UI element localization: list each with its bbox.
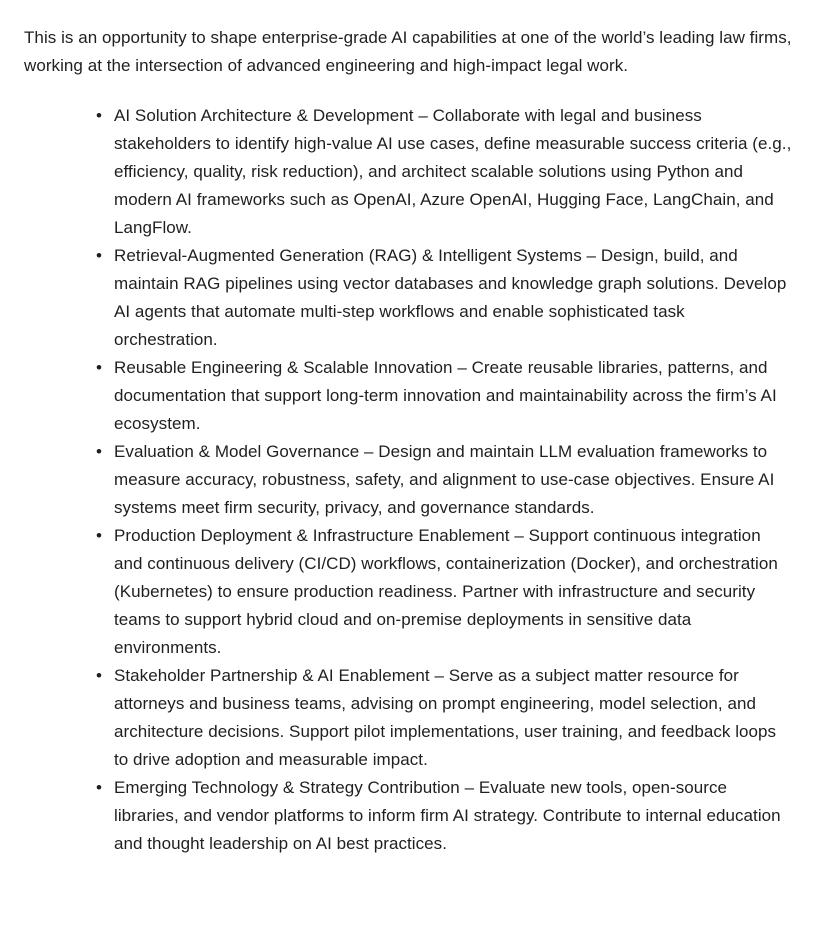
list-item-text: Production Deployment & Infrastructure Enablement – Support continuous integration and continuous delivery (CI/CD) workflows, containerization (Docker), and orchestration (Kubernetes) to ensure production readiness. Partner with infrastructure and security teams to support hybrid cloud and on-premise deployments in sensitive data environments. [114, 526, 778, 657]
bullet-icon: • [96, 358, 103, 377]
intro-paragraph: This is an opportunity to shape enterprise-grade AI capabilities at one of the world’s leading law firms, working at the intersection of advanced engineering and high-impact legal work. [24, 28, 792, 75]
list-item [24, 662, 792, 774]
bullet-icon: • [96, 778, 103, 797]
list-item [24, 522, 792, 662]
bullet-icon: • [96, 666, 103, 685]
list-item-text: Stakeholder Partnership & AI Enablement – Serve as a subject matter resource for attorneys and business teams, advising on prompt engineering, model selection, and architecture decisions. Support pilot implementations, user training, and feedback loops to drive adoption and measurable impact. [114, 666, 777, 769]
list-item [24, 438, 792, 522]
list-item-text: Evaluation & Model Governance – Design and maintain LLM evaluation frameworks to measure accuracy, robustness, safety, and alignment to use-case objectives. Ensure AI systems meet firm security, privacy, and governance standards. [114, 442, 775, 517]
bullet-icon: • [96, 442, 103, 461]
list-item [24, 354, 792, 438]
responsibilities-list [24, 102, 792, 858]
bullet-icon: • [96, 246, 103, 265]
list-item-text: AI Solution Architecture & Development – Collaborate with legal and business stakeholders to identify high-value AI use cases, define measurable success criteria (e.g., efficiency, quality, risk reduction), and architect scalable solutions using Python and modern AI frameworks such as OpenAI, Azure OpenAI, Hugging Face, LangChain, and LangFlow. [114, 106, 792, 237]
list-item-text: Emerging Technology & Strategy Contribution – Evaluate new tools, open-source libraries, and vendor platforms to inform firm AI strategy. Contribute to internal education and thought leadership on AI best practices. [114, 778, 781, 853]
list-item [24, 774, 792, 858]
bullet-icon: • [96, 106, 103, 125]
list-item-text: Retrieval-Augmented Generation (RAG) & Intelligent Systems – Design, build, and maintain RAG pipelines using vector databases and knowledge graph solutions. Develop AI agents that automate multi-step workflows and enable sophisticated task orchestration. [114, 246, 787, 349]
list-item-text: Reusable Engineering & Scalable Innovation – Create reusable libraries, patterns, and documentation that support long-term innovation and maintainability across the firm’s AI ecosystem. [114, 358, 777, 433]
bullet-icon: • [96, 526, 103, 545]
list-item [24, 102, 792, 242]
list-item [24, 242, 792, 354]
